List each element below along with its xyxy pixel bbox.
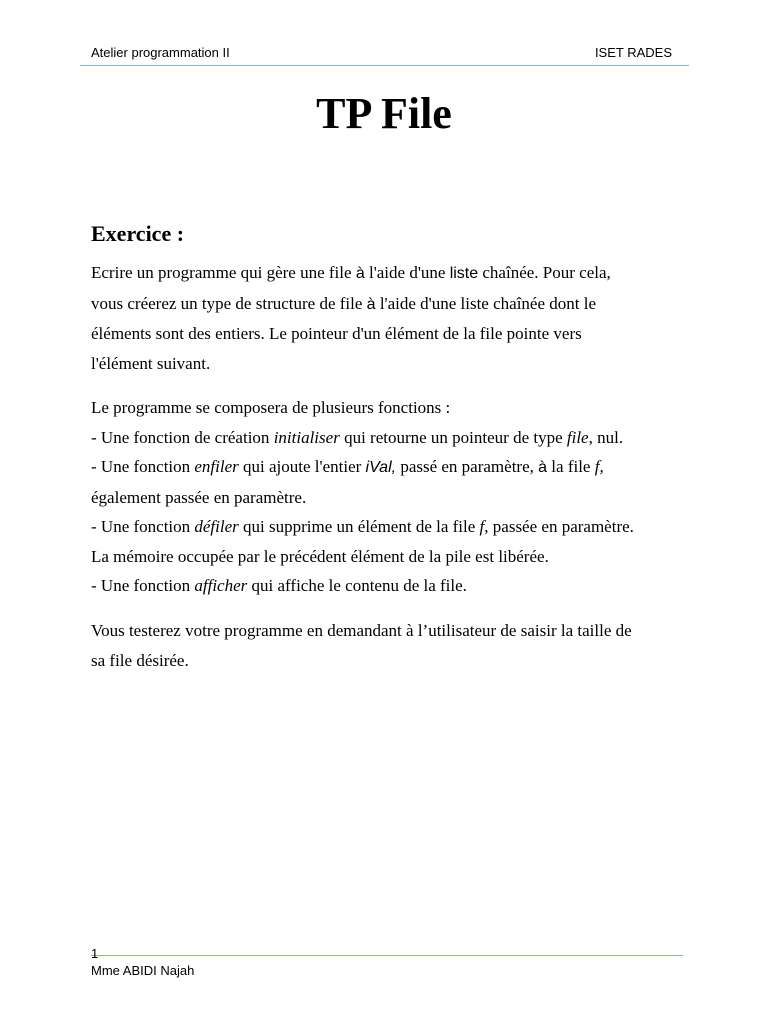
header-divider [80,65,689,66]
list-item: - Une fonction de création initialiser qui retourne un pointeur de type file, nul. [91,427,624,447]
text-line: Vous testerez votre programme en demandant à l’utilisateur de saisir la taille de [91,621,632,640]
list-item: - Une fonction enfiler qui ajoute l'entier iVal, passé en paramètre, à la file f, [91,457,604,476]
text-line: sa file désirée. [91,650,189,670]
page-header [91,44,689,64]
document-title: TP File [316,89,452,138]
paragraph-functions [91,393,681,601]
list-item: - Une fonction défiler qui supprime un élément de la file f, passée en paramètre. [91,517,634,536]
text-line: l'élément suivant. [91,353,211,373]
text-line: également passée en paramètre. [91,487,307,507]
header-institution: ISET RADES [594,45,672,60]
paragraph-intro [91,258,681,378]
header-course-title: Atelier programmation II [91,45,230,60]
exercise-heading: Exercice : [91,221,185,246]
text-line: vous créerez un type de structure de file à l'aide d'une liste chaînée dont le [91,293,596,313]
list-item: - Une fonction afficher qui affiche le contenu de la file. [91,576,467,595]
text-line: La mémoire occupée par le précédent élément de la pile est libérée. [91,546,549,566]
page-number: 1 [91,946,99,961]
text-line: éléments sont des entiers. Le pointeur d'un élément de la file pointe vers [91,324,582,343]
footer-author: Mme ABIDI Najah [91,963,195,978]
paragraph-testing [91,616,681,675]
footer-divider [91,955,683,956]
text-line: Le programme se composera de plusieurs fonctions : [91,398,451,417]
text-line: Ecrire un programme qui gère une file à l'aide d'une liste chaînée. Pour cela, [91,263,611,282]
